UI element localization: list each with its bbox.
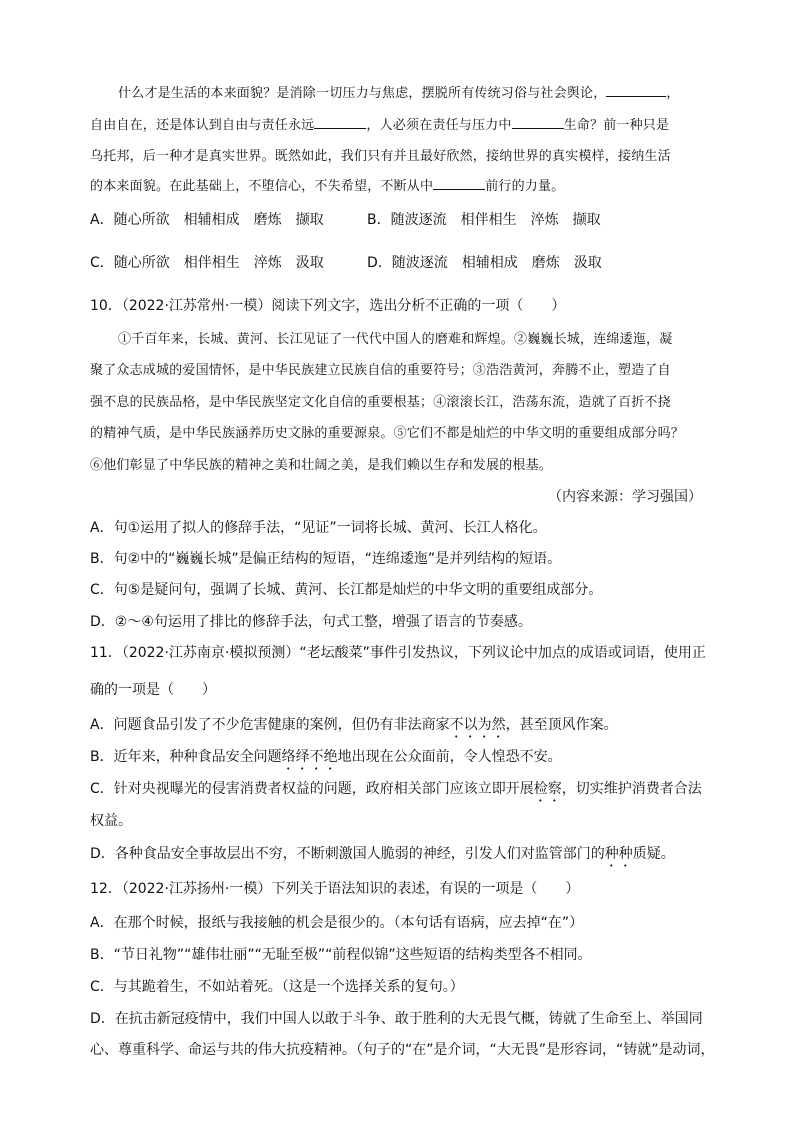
dotted-term: 种种 xyxy=(604,846,633,862)
passage9-text: 生命？前一种只是 xyxy=(563,118,670,133)
q10-option-d: D．②～④句运用了排比的修辞手法，句式工整，增强了语言的节奏感。 xyxy=(90,614,532,630)
passage9-line3: 乌托邦，后一种才是真实世界。既然如此，我们只有并且最好欣然，接纳世界的真实模样，接纳生活 xyxy=(90,149,671,164)
fill-blank xyxy=(606,84,666,97)
option-text: A．问题食品引发了不少危害健康的案例，但仍有非法商家 xyxy=(90,717,450,733)
q9-option-a: A．随心所欲 相辅相成 磨炼 撷取 xyxy=(90,212,324,228)
q9-option-c: C．随心所欲 相伴相生 淬炼 汲取 xyxy=(90,255,324,271)
q10-passage-line3: 强不息的民族品格，是中华民族坚定文化自信的重要根基；④滚滚长江，浩荡东流，造就了百折不挠 xyxy=(90,395,671,410)
passage9-line2 xyxy=(90,116,669,135)
passage9-text: 自由自在，还是体认到自由与责任永远 xyxy=(90,118,315,133)
dotted-term: 检察 xyxy=(533,781,562,797)
option-text: ，甚至顶风作案。 xyxy=(505,717,618,733)
q10-passage-line5: ⑥他们彰显了中华民族的精神之美和壮阔之美，是我们赖以生存和发展的根基。 xyxy=(90,458,553,473)
q11-option-a xyxy=(90,716,618,741)
q11-stem-line1: 11．（2022·江苏南京·模拟预测）“老坛酸菜”事件引发热议，下列议论中加点的成语或词语，使用正 xyxy=(90,645,706,661)
fill-blank xyxy=(433,177,485,190)
passage9-text: 前行的力量。 xyxy=(485,179,565,194)
q12-option-a: A．在那个时候，报纸与我接触的机会是很少的。（本句话有语病，应去掉“在”） xyxy=(90,915,584,931)
q10-source: （内容来源：学习强国） xyxy=(548,489,702,505)
q10-passage-line4: 的精神气质，是中华民族涵养历史文脉的重要源泉。⑤它们不都是灿烂的中华文明的重要组成部分吗？ xyxy=(90,426,685,441)
option-text: 质疑。 xyxy=(632,846,675,862)
q10-stem: 10．（2022·江苏常州·一模）阅读下列文字，选出分析不正确的一项（ ） xyxy=(90,298,566,314)
q10-passage-line1: ①千百年来，长城、黄河、长江见证了一代代中国人的磨难和辉煌。②巍巍长城，连绵逶迤，凝 xyxy=(118,332,673,347)
q10-passage-line2: 聚了众志成城的爱国情怀，是中华民族建立民族自信的重要符号；③浩浩黄河，奔腾不止，塑造了自 xyxy=(90,363,671,378)
passage9-line1 xyxy=(118,84,680,103)
passage9-text: 的本来面貌。在此基础上，不堕信心，不失希望，不断从中 xyxy=(90,179,434,194)
q10-option-b: B．句②中的“巍巍长城”是偏正结构的短语，“连绵逶迤”是并列结构的短语。 xyxy=(90,551,562,567)
q9-option-d: D．随波逐流 相辅相成 磨炼 汲取 xyxy=(367,255,602,271)
q10-option-a: A．句①运用了拟人的修辞手法，“见证”一词将长城、黄河、长江人格化。 xyxy=(90,520,547,536)
dotted-term: 不以为然 xyxy=(449,717,506,733)
option-text: ，切实维护消费者合法 xyxy=(561,781,702,797)
q11-option-b xyxy=(90,748,562,773)
passage9-line4 xyxy=(90,177,564,196)
passage9-text: ，人必须在责任与压力中 xyxy=(366,118,512,133)
passage9-text: 什么才是生活的本来面貌？是消除一切压力与焦虑，摆脱所有传统习俗与社会舆论， xyxy=(118,86,607,101)
fill-blank xyxy=(512,116,564,129)
q12-option-d-line2: 心、尊重科学、命运与共的伟大抗疫精神。（句子的“在”是介词，“大无畏”是形容词，“铸就”是动词， xyxy=(90,1042,715,1058)
q12-stem: 12．（2022·江苏扬州·一模）下列关于语法知识的表述，有误的一项是（ ） xyxy=(90,881,580,897)
q9-option-b: B．随波逐流 相伴相生 淬炼 撷取 xyxy=(367,212,601,228)
q11-option-d xyxy=(90,845,675,870)
dotted-term: 络绎不绝 xyxy=(281,749,338,765)
passage9-text: ， xyxy=(666,86,680,101)
q11-option-c-line1 xyxy=(90,780,702,805)
q10-option-c: C．句⑤是疑问句，强调了长城、黄河、长江都是灿烂的中华文明的重要组成部分。 xyxy=(90,582,603,598)
option-text: D．各种食品安全事故层出不穷，不断刺激国人脆弱的神经，引发人们对监管部门的 xyxy=(90,846,605,862)
q12-option-c: C．与其跪着生，不如站着死。（这是一个选择关系的复句。） xyxy=(90,979,464,995)
q12-option-d-line1: D．在抗击新冠疫情中，我们中国人以敢于斗争、敢于胜利的大无畏气概，铸就了生命至上、举国同 xyxy=(90,1011,703,1027)
q11-stem-line2: 确的一项是（ ） xyxy=(90,682,216,698)
option-text: C．针对央视曝光的侵害消费者权益的问题，政府相关部门应该立即开展 xyxy=(90,781,534,797)
fill-blank xyxy=(314,116,366,129)
q11-option-c-line2: 权益。 xyxy=(90,813,132,829)
option-text: B．近年来，种种食品安全问题 xyxy=(90,749,282,765)
option-text: 地出现在公众面前，令人惶恐不安。 xyxy=(337,749,562,765)
q12-option-b: B．“节日礼物”“雄伟壮丽”“无耻至极”“前程似锦”这些短语的结构类型各不相同。 xyxy=(90,947,592,963)
